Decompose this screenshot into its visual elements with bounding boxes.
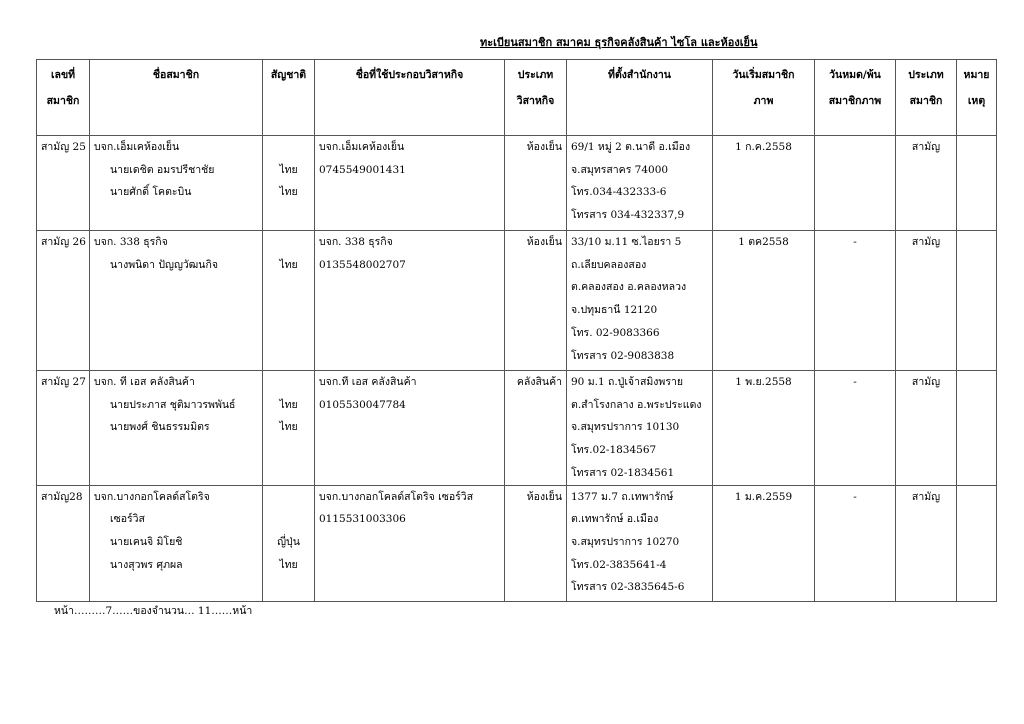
member-number: สามัญ 25: [37, 136, 90, 231]
member-names: บจก. 338 ธุรกิจ นางพนิดา ปัญญวัฒนกิจ: [90, 231, 263, 371]
member-number: สามัญ 27: [37, 371, 90, 486]
business-name: บจก.บางกอกโคลด์สโตริจ เซอร์วิส 0115531003306: [315, 485, 505, 601]
member-type: สามัญ: [896, 136, 957, 231]
header-office-address: ที่ตั้งสำนักงาน: [567, 60, 713, 136]
start-date: 1 ก.ค.2558: [713, 136, 815, 231]
member-type: สามัญ: [896, 485, 957, 601]
end-date: -: [815, 371, 896, 486]
header-nationality: สัญชาติ: [263, 60, 315, 136]
header-member-name: ชื่อสมาชิก: [90, 60, 263, 136]
remark: [957, 136, 997, 231]
remark: [957, 371, 997, 486]
office-address: 33/10 ม.11 ซ.ไอยรา 5 ถ.เลียบคลองสอง ต.คลองสอง อ.คลองหลวง จ.ปทุมธานี 12120 โทร. 02-9083366 โทรสาร 02-9083838: [567, 231, 713, 371]
business-type: ห้องเย็น: [505, 136, 567, 231]
table-row: [37, 136, 997, 231]
business-name: บจก. 338 ธุรกิจ 0135548002707: [315, 231, 505, 371]
nationality: ญี่ปุ่น ไทย: [263, 485, 315, 601]
business-type: ห้องเย็น: [505, 485, 567, 601]
table-row: [37, 485, 997, 601]
business-type: ห้องเย็น: [505, 231, 567, 371]
start-date: 1 ม.ค.2559: [713, 485, 815, 601]
header-end-date: วันหมด/พ้น สมาชิกภาพ: [815, 60, 896, 136]
office-address: 1377 ม.7 ถ.เทพารักษ์ ต.เทพารักษ์ อ.เมือง จ.สมุทรปราการ 10270 โทร.02-3835641-4 โทรสาร 02-3835645-6: [567, 485, 713, 601]
office-address: 69/1 หมู่ 2 ต.นาดี อ.เมือง จ.สมุทรสาคร 74000 โทร.034-432333-6 โทรสาร 034-432337,9: [567, 136, 713, 231]
header-member-type: ประเภท สมาชิก: [896, 60, 957, 136]
header-business-name: ชื่อที่ใช้ประกอบวิสาหกิจ: [315, 60, 505, 136]
member-number: สามัญ 26: [37, 231, 90, 371]
nationality: ไทย ไทย: [263, 371, 315, 486]
remark: [957, 231, 997, 371]
member-names: บจก.เอ็มเคห้องเย็น นายเดชิต อมรปรีชาชัย นายศักดิ์ โคตะบิน: [90, 136, 263, 231]
header-remark: หมาย เหตุ: [957, 60, 997, 136]
document-title: ทะเบียนสมาชิก สมาคม ธุรกิจคลังสินค้า ไซโล และห้องเย็น: [480, 36, 758, 49]
table-row: [37, 231, 997, 371]
start-date: 1 พ.ย.2558: [713, 371, 815, 486]
end-date: -: [815, 485, 896, 601]
end-date: -: [815, 231, 896, 371]
member-type: สามัญ: [896, 371, 957, 486]
business-name: บจก.เอ็มเคห้องเย็น 0745549001431: [315, 136, 505, 231]
member-names: บจก.บางกอกโคลด์สโตริจ เซอร์วิส นายเคนจิ มิโยชิ นางสุวพร ศุภผล: [90, 485, 263, 601]
table-row: [37, 371, 997, 486]
member-names: บจก. ที เอส คลังสินค้า นายประภาส ชุติมาวรพพันธ์ นายพงศ์ ชินธรรมมิตร: [90, 371, 263, 486]
start-date: 1 ตค2558: [713, 231, 815, 371]
end-date: [815, 136, 896, 231]
nationality: ไทย: [263, 231, 315, 371]
header-business-type: ประเภท วิสาหกิจ: [505, 60, 567, 136]
page-counter: หน้า………7……ของจำนวน… 11……หน้า: [54, 605, 253, 617]
member-type: สามัญ: [896, 231, 957, 371]
business-type: คลังสินค้า: [505, 371, 567, 486]
member-register-table: [36, 59, 997, 602]
nationality: ไทย ไทย: [263, 136, 315, 231]
remark: [957, 485, 997, 601]
member-number: สามัญ28: [37, 485, 90, 601]
business-name: บจก.ที เอส คลังสินค้า 0105530047784: [315, 371, 505, 486]
header-start-date: วันเริ่มสมาชิก ภาพ: [713, 60, 815, 136]
header-row: [37, 60, 997, 136]
header-member-number: เลขที่ สมาชิก: [37, 60, 90, 136]
office-address: 90 ม.1 ถ.ปู่เจ้าสมิงพราย ต.สำโรงกลาง อ.พระประแดง จ.สมุทรปราการ 10130 โทร.02-1834567 โทรสาร 02-1834561: [567, 371, 713, 486]
